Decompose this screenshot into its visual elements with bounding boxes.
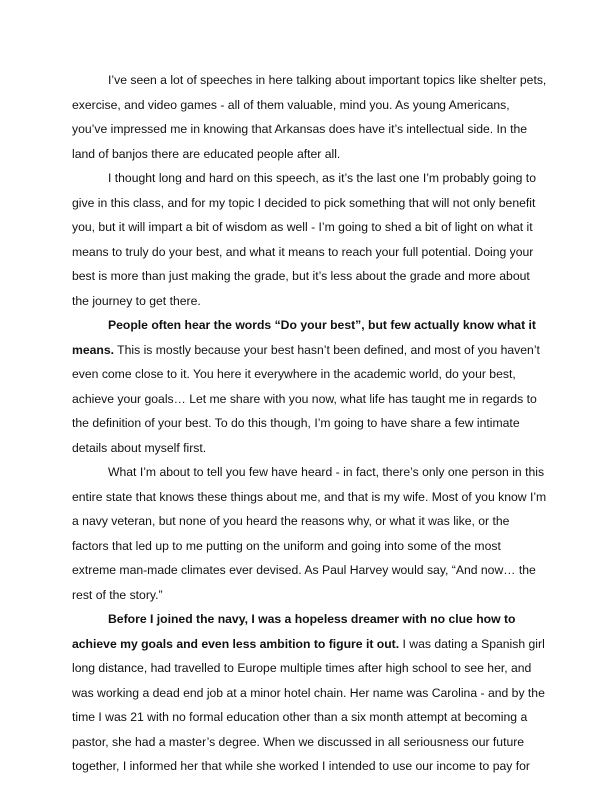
text-run: I was dating a Spanish girl	[399, 636, 545, 651]
text-run: pastor, she had a master’s degree. When we discussed in all seriousness our future	[72, 734, 525, 749]
text-line	[72, 509, 532, 534]
text-line	[72, 117, 532, 142]
text-line	[72, 289, 532, 314]
text-run: factors that led up to me putting on the uniform and going into some of the most	[72, 538, 501, 553]
text-line	[72, 436, 532, 461]
text-run: extreme man-made climates ever devised. As Paul Harvey would say, “And now… the	[72, 563, 536, 577]
text-run: long distance, had travelled to Europe multiple times after high school to see her, and	[72, 661, 532, 675]
text-line	[72, 730, 532, 755]
text-run: time I was 21 with no formal education other than a six month attempt at becoming a	[72, 710, 528, 724]
text-line	[72, 215, 532, 240]
text-run: rest of the story.”	[72, 587, 163, 602]
text-line	[72, 411, 532, 436]
text-line	[72, 93, 532, 118]
text-run: give in this class, and for my topic I decided to pick something that will not only benefit	[72, 195, 536, 210]
text-run: you’ve impressed me in knowing that Arkansas does have it’s intellectual side. In the	[72, 122, 528, 136]
text-run: land of banjos there are educated people after all.	[72, 146, 341, 161]
text-run: entire state that knows these things about me, and that is my wife. Most of you know I’m	[72, 489, 547, 504]
text-line	[72, 264, 532, 289]
text-run: details about myself first.	[72, 440, 207, 455]
text-line	[72, 191, 536, 216]
text-run: best is more than just making the grade, but it’s less about the grade and more about	[72, 269, 530, 283]
text-line	[72, 362, 532, 387]
text-run: This is mostly because your best hasn’t been defined, and most of you haven’t	[114, 342, 540, 357]
text-line	[72, 607, 532, 632]
document-page	[72, 68, 547, 779]
text-run: was working a dead end job at a minor hotel chain. Her name was Carolina - and by the	[72, 685, 545, 700]
text-run: a navy veteran, but none of you heard the reasons why, or what it was like, or the	[72, 514, 510, 528]
text-run: achieve your goals… Let me share with you now, what life has taught me in regards to	[72, 391, 537, 406]
text-run: together, I informed her that while she worked I intended to use our income to pay for	[72, 759, 530, 773]
text-line	[72, 68, 547, 93]
bold-text-run: achieve my goals and even less ambition to figure it out.	[72, 636, 400, 651]
text-run: even come close to it. You here it everywhere in the academic world, do your best,	[72, 367, 516, 381]
text-run: I thought long and hard on this speech, as it’s the last one I’m probably going to	[108, 171, 536, 185]
text-line	[72, 460, 545, 485]
text-run: exercise, and video games - all of them valuable, mind you. As young Americans,	[72, 97, 510, 112]
text-line	[72, 166, 536, 191]
text-line	[72, 240, 532, 265]
bold-text-run: Before I joined the navy, I was a hopeless dreamer with no clue how to	[108, 612, 516, 626]
text-line	[72, 534, 532, 559]
text-run: What I’m about to tell you few have heard - in fact, there’s only one person in this	[108, 465, 545, 479]
text-line	[72, 705, 532, 730]
text-run: I’ve seen a lot of speeches in here talking about important topics like shelter pets,	[108, 73, 547, 87]
text-line	[72, 656, 532, 681]
text-line	[72, 558, 536, 583]
text-line	[72, 485, 547, 510]
text-line	[72, 338, 540, 363]
text-line	[72, 681, 545, 706]
text-run: the definition of your best. To do this though, I’m going to have share a few intimate	[72, 416, 520, 430]
text-run: the journey to get there.	[72, 293, 201, 308]
text-line	[72, 142, 532, 167]
text-line	[72, 313, 536, 338]
text-line	[72, 632, 545, 657]
text-line	[72, 583, 532, 608]
text-run: means to truly do your best, and what it means to reach your full potential. Doing your	[72, 244, 534, 259]
bold-text-run: People often hear the words “Do your best”, but few actually know what it	[108, 318, 536, 332]
bold-text-run: means.	[72, 342, 115, 357]
text-line	[72, 754, 532, 779]
text-run: you, but it will impart a bit of wisdom as well - I’m going to shed a bit of light on what it	[72, 220, 533, 234]
text-line	[72, 387, 537, 412]
